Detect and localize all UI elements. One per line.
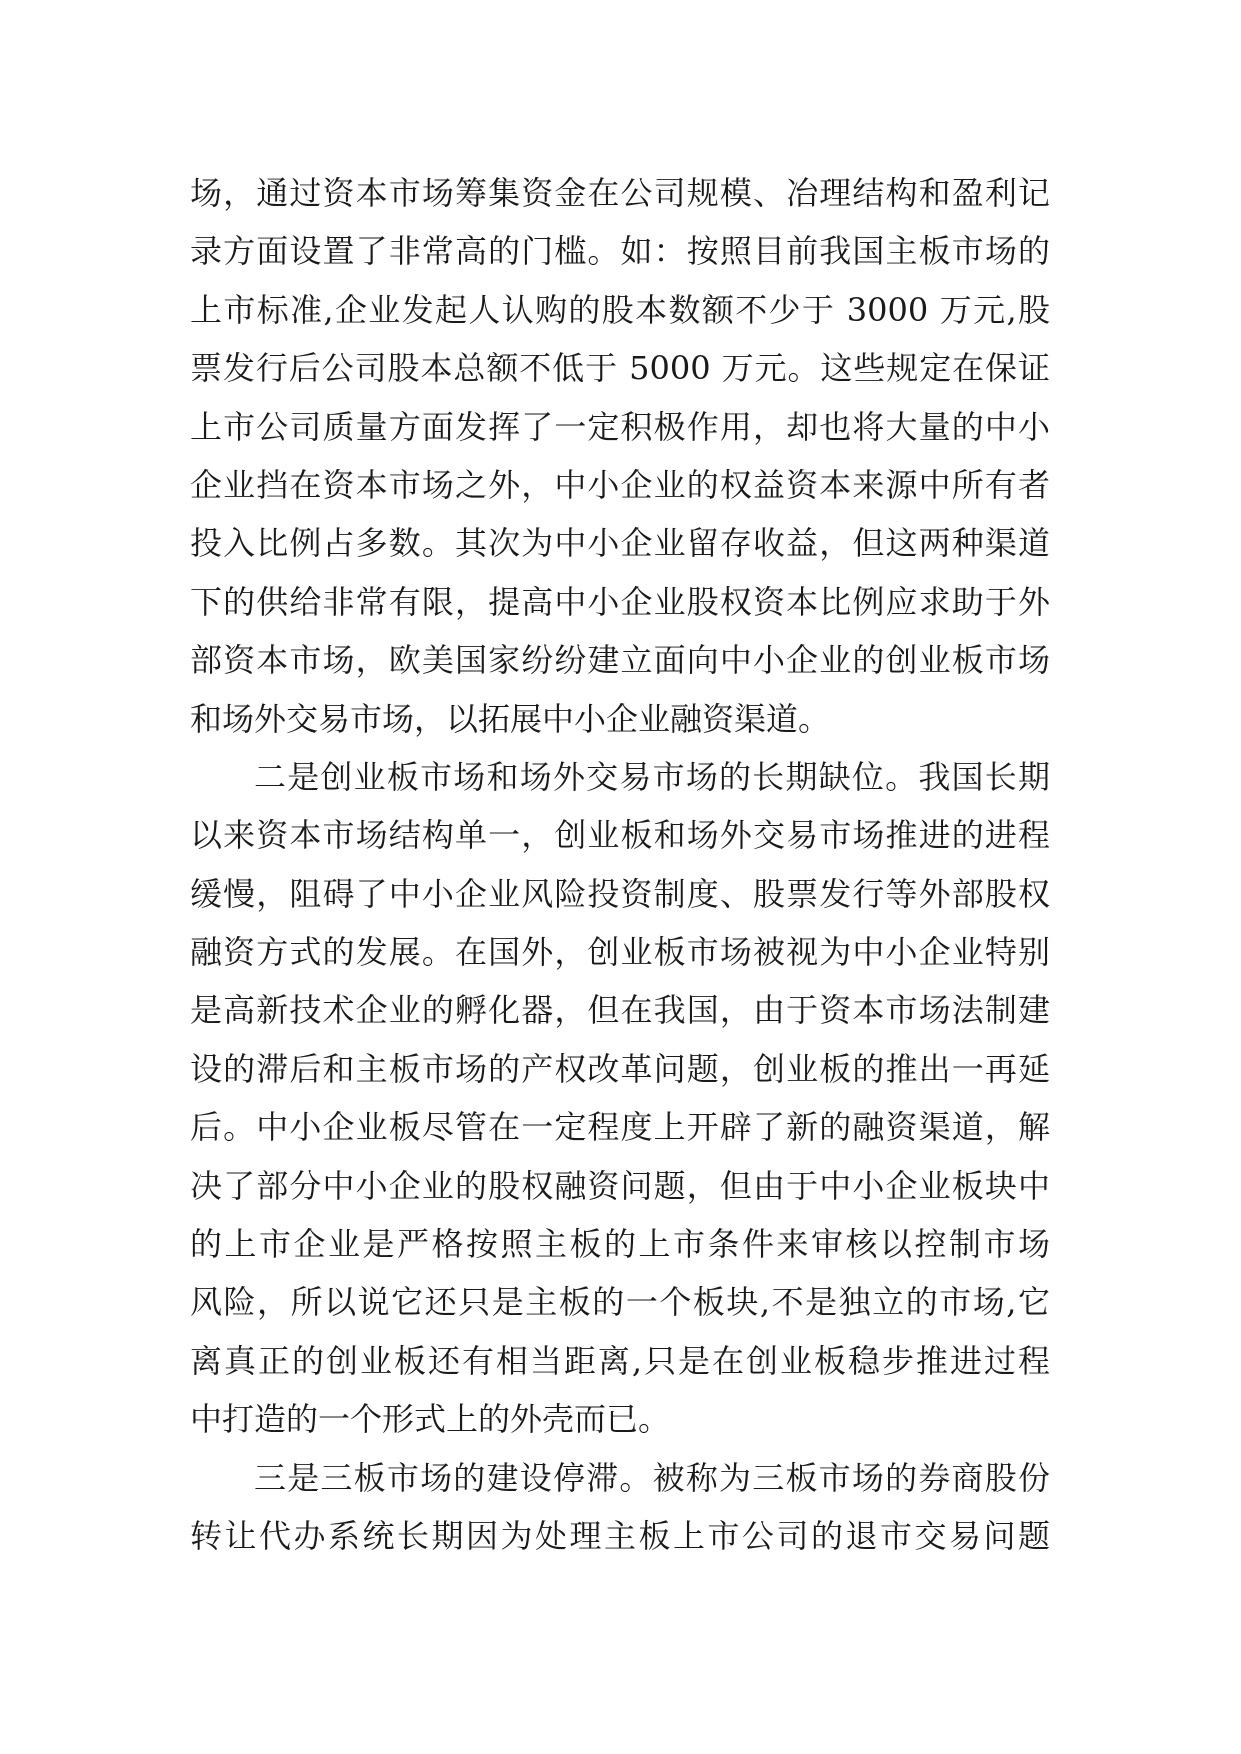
text-line: 是高新技术企业的孵化器，但在我国，由于资本市场法制建 [190, 991, 1050, 1030]
text-line: 的上市企业是严格按照主板的上市条件来审核以控制市场 [190, 1225, 1050, 1264]
text-line: 三是三板市场的建设停滞。被称为三板市场的券商股份 [254, 1458, 1050, 1497]
text-line: 录方面设置了非常高的门槛。如：按照目前我国主板市场的 [190, 232, 1050, 271]
text-line: 决了部分中小企业的股权融资问题，但由于中小企业板块中 [190, 1166, 1050, 1205]
text-line: 风险，所以说它还只是主板的一个板块,不是独立的市场,它 [190, 1283, 1050, 1322]
text-line: 下的供给非常有限，提高中小企业股权资本比例应求助于外 [190, 582, 1050, 621]
text-line: 二是创业板市场和场外交易市场的长期缺位。我国长期 [254, 757, 1050, 796]
text-line: 融资方式的发展。在国外，创业板市场被视为中小企业特别 [190, 933, 1050, 972]
text-line: 以来资本市场结构单一，创业板和场外交易市场推进的进程 [190, 816, 1050, 855]
text-line: 和场外交易市场，以拓展中小企业融资渠道。 [190, 699, 831, 738]
text-line: 中打造的一个形式上的外壳而已。 [190, 1400, 671, 1439]
text-line: 企业挡在资本市场之外，中小企业的权益资本来源中所有者 [190, 465, 1050, 504]
text-line: 上市公司质量方面发挥了一定积极作用，却也将大量的中小 [190, 407, 1050, 446]
paragraph-3 [190, 1449, 1050, 1566]
text-line: 转让代办系统长期因为处理主板上市公司的退市交易问题 [190, 1516, 1050, 1555]
text-line: 投入比例占多数。其次为中小企业留存收益，但这两种渠道 [190, 524, 1050, 563]
paragraph-2 [190, 748, 1050, 1449]
text-line: 后。中小企业板尽管在一定程度上开辟了新的融资渠道，解 [190, 1108, 1050, 1147]
text-line: 部资本市场，欧美国家纷纷建立面向中小企业的创业板市场 [190, 641, 1050, 680]
text-line: 设的滞后和主板市场的产权改革问题，创业板的推出一再延 [190, 1049, 1050, 1088]
body-text [190, 164, 1050, 1565]
text-line: 票发行后公司股本总额不低于 5000 万元。这些规定在保证 [190, 349, 1050, 388]
text-line: 上市标准,企业发起人认购的股本数额不少于 3000 万元,股 [190, 290, 1050, 329]
text-line: 缓慢，阻碍了中小企业风险投资制度、股票发行等外部股权 [190, 874, 1050, 913]
text-line: 离真正的创业板还有相当距离,只是在创业板稳步推进过程 [190, 1341, 1050, 1380]
text-line: 场，通过资本市场筹集资金在公司规模、冶理结构和盈利记 [190, 174, 1050, 212]
paragraph-1 [190, 164, 1050, 748]
